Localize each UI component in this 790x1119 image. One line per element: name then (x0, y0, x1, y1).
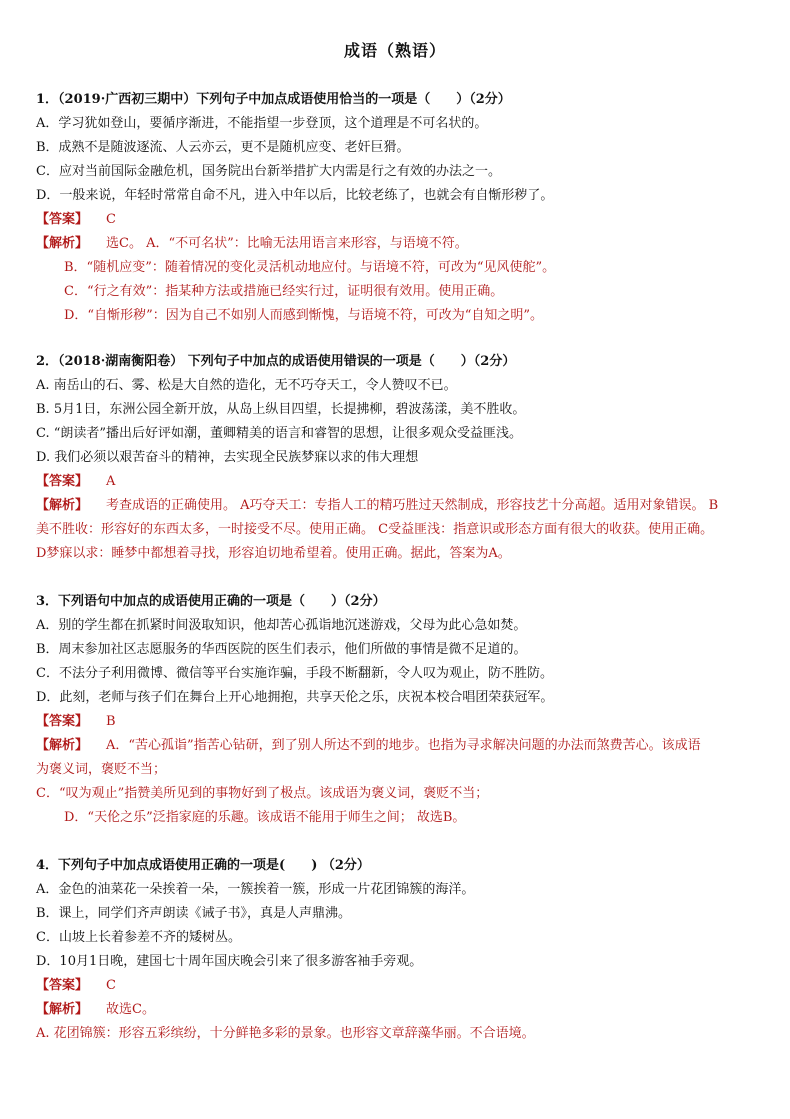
analysis-label: 【解析】 (36, 738, 89, 753)
analysis-text: C．“行之有效”：指某种方法或措施已经实行过，证明很有效用。使用正确。 (64, 284, 504, 299)
answer-label: 【答案】 (36, 978, 89, 993)
option-b: B．成熟不是随波逐流、人云亦云，更不是随机应变、老奸巨猾。 (36, 140, 410, 155)
analysis-text: D．“自惭形秽”：因为自己不如别人而感到惭愧，与语境不符，可改为“自知之明”。 (64, 308, 544, 323)
option-c: C．山坡上长着参差不齐的矮树丛。 (36, 930, 241, 945)
question-4 (36, 854, 766, 1046)
option-b: B. 5月1日，东洲公园全新开放，从岛上纵目四望，长提拂柳，碧波荡漾，美不胜收。 (36, 402, 526, 417)
option-d: D．10月1日晚，建国七十周年国庆晚会引来了很多游客袖手旁观。 (36, 954, 423, 969)
option-a: A．别的学生都在抓紧时间汲取知识，他却苦心孤诣地沉迷游戏，父母为此心急如焚。 (36, 618, 527, 633)
analysis-text: 考查成语的正确使用。 A巧夺天工：专指人工的精巧胜过天然制成，形容技艺十分高超。适用对象错误。 B (106, 498, 719, 513)
analysis-text: B．“随机应变”：随着情况的变化灵活机动地应付。与语境不符，可改为“见风使舵”。 (64, 260, 556, 275)
analysis-text: 为褒义词，褒贬不当； (36, 762, 167, 777)
question-stem: 4．下列句子中加点成语使用正确的一项是( ) （2分） (36, 858, 370, 873)
analysis-text: 美不胜收：形容好的东西太多，一时接受不尽。使用正确。 C受益匪浅：指意识或形态方面有很大的收获。使用正确。 (36, 522, 714, 537)
analysis-text: D梦寐以求：睡梦中都想着寻找，形容迫切地希望着。使用正确。据此，答案为A。 (36, 546, 511, 561)
analysis-text: C．“叹为观止”指赞美所见到的事物好到了极点。该成语为褒义词，褒贬不当； (36, 786, 489, 801)
option-c: C．应对当前国际金融危机，国务院出台新举措扩大内需是行之有效的办法之一。 (36, 164, 501, 179)
question-2 (36, 350, 766, 566)
option-a: A. 南岳山的石、雾、松是大自然的造化，无不巧夺天工，令人赞叹不已。 (36, 378, 457, 393)
question-stem: 1．（2019·广西初三期中）下列句子中加点成语使用恰当的一项是（ ）（2分） (36, 92, 511, 107)
answer-value: C (106, 212, 116, 227)
analysis-text: A. 花团锦簇：形容五彩缤纷，十分鲜艳多彩的景象。也形容文章辞藻华丽。不合语境。 (36, 1026, 535, 1041)
option-c: C．不法分子利用微博、微信等平台实施诈骗，手段不断翻新，令人叹为观止，防不胜防。 (36, 666, 553, 681)
page-title: 成语（熟语） (343, 41, 446, 60)
option-d: D．此刻，老师与孩子们在舞台上开心地拥抱，共享天伦之乐，庆祝本校合唱团荣获冠军。 (36, 690, 554, 705)
analysis-label: 【解析】 (36, 236, 89, 251)
option-b: B．课上，同学们齐声朗读《诫子书》，真是人声鼎沸。 (36, 906, 352, 921)
analysis-label: 【解析】 (36, 498, 89, 513)
analysis-text: D．“天伦之乐”泛指家庭的乐趣。该成语不能用于师生之间； 故选B。 (64, 810, 466, 825)
answer-label: 【答案】 (36, 714, 89, 729)
option-d: D．一般来说，年轻时常常自命不凡，进入中年以后，比较老练了，也就会有自惭形秽了。 (36, 188, 554, 203)
option-b: B．周末参加社区志愿服务的华西医院的医生们表示，他们所做的事情是微不足道的。 (36, 642, 527, 657)
analysis-text: A．“苦心孤诣”指苦心钻研，到了别人所达不到的地步。也指为寻求解决问题的办法而煞费苦心。该成语 (106, 738, 701, 753)
analysis-label: 【解析】 (36, 1002, 89, 1017)
answer-value: C (106, 978, 116, 993)
analysis-text: 故选C。 (106, 1002, 155, 1017)
question-3 (36, 590, 766, 830)
answer-label: 【答案】 (36, 212, 89, 227)
option-a: A．学习犹如登山，要循序渐进，不能指望一步登顶，这个道理是不可名状的。 (36, 116, 488, 131)
option-c: C. “朗读者”播出后好评如潮，董卿精美的语言和睿智的思想，让很多观众受益匪浅。 (36, 426, 523, 441)
option-d: D. 我们必须以艰苦奋斗的精神，去实现全民族梦寐以求的伟大理想 (36, 450, 419, 465)
analysis-text: 选C。 A．“不可名状”：比喻无法用语言来形容，与语境不符。 (106, 236, 468, 251)
question-1 (36, 88, 766, 328)
answer-value: A (106, 474, 116, 489)
question-stem: 3．下列语句中加点的成语使用正确的一项是（ ）（2分） (36, 594, 386, 609)
question-stem: 2．（2018·湖南衡阳卷） 下列句子中加点的成语使用错误的一项是（ ）（2分） (36, 354, 516, 369)
answer-label: 【答案】 (36, 474, 89, 489)
option-a: A．金色的油菜花一朵挨着一朵，一簇挨着一簇，形成一片花团锦簇的海洋。 (36, 882, 475, 897)
answer-value: B (106, 714, 116, 729)
